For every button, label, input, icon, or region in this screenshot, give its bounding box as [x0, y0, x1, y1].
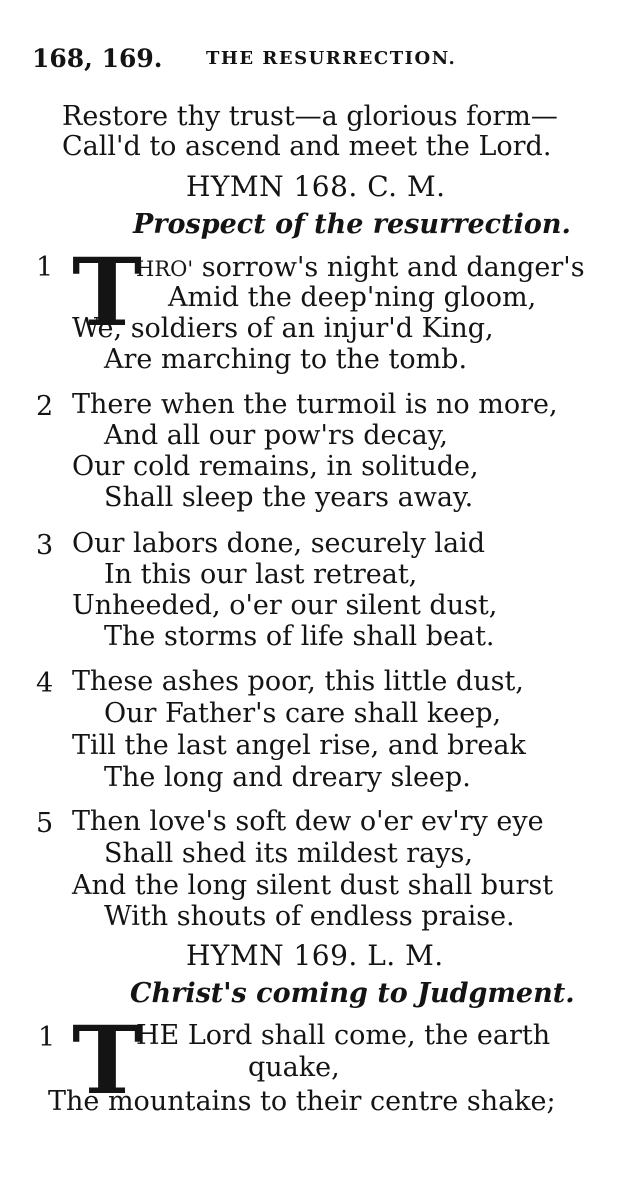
verse-line: Till the last angel rise, and break	[72, 730, 526, 761]
verse-line	[136, 254, 585, 281]
verse-line: Then love's soft dew o'er ev'ry eye	[72, 806, 544, 837]
verse-line: We, soldiers of an injur'd King,	[72, 313, 494, 344]
verse-number: 4	[36, 668, 54, 699]
verse-line: There when the turmoil is no more,	[72, 389, 558, 420]
opening-line: Restore thy trust—a glorious form—	[62, 101, 558, 132]
verse-line: These ashes poor, this little dust,	[72, 666, 524, 697]
verse-lead-caps: HRO'	[136, 257, 194, 281]
verse-number: 1	[36, 252, 54, 283]
hymn-168-title: HYMN 168. C. M.	[186, 170, 446, 203]
verse-line: And the long silent dust shall burst	[72, 870, 554, 901]
verse-line-text: Lord shall come, the earth	[187, 1020, 551, 1051]
verse-line: Shall sleep the years away.	[104, 482, 474, 513]
verse-line: And all our pow'rs decay,	[104, 420, 448, 451]
verse-number: 2	[36, 391, 54, 422]
opening-line: Call'd to ascend and meet the Lord.	[62, 131, 552, 162]
verse-line: Our cold remains, in solitude,	[72, 451, 479, 482]
drop-cap: T	[72, 238, 142, 348]
verse-lead-caps: HE	[136, 1020, 180, 1051]
verse-line: The mountains to their centre shake;	[48, 1086, 556, 1117]
verse-line: The storms of life shall beat.	[104, 621, 495, 652]
hymn-169-subtitle: Christ's coming to Judgment.	[130, 978, 575, 1009]
running-title: THE RESURRECTION.	[206, 48, 457, 69]
verse-line: With shouts of endless praise.	[104, 901, 515, 932]
verse-line-text: sorrow's night and danger's	[201, 252, 585, 283]
verse-number: 5	[36, 808, 54, 839]
page-numbers: 168, 169.	[32, 44, 163, 73]
verse-line	[136, 1022, 550, 1049]
verse-line: Our labors done, securely laid	[72, 528, 486, 559]
verse-number: 3	[36, 530, 54, 561]
verse-line: In this our last retreat,	[104, 559, 418, 590]
drop-cap: T	[72, 1006, 142, 1116]
verse-line: Our Father's care shall keep,	[104, 698, 502, 729]
verse-line: Shall shed its mildest rays,	[104, 838, 473, 869]
verse-line: The long and dreary sleep.	[104, 762, 471, 793]
verse-number: 1	[38, 1022, 56, 1053]
verse-line: Unheeded, o'er our silent dust,	[72, 590, 498, 621]
hymn-168-subtitle: Prospect of the resurrection.	[133, 209, 571, 240]
verse-line: Amid the deep'ning gloom,	[168, 282, 537, 313]
verse-line: quake,	[248, 1052, 340, 1083]
hymn-169-title: HYMN 169. L. M.	[186, 939, 444, 972]
verse-line: Are marching to the tomb.	[104, 344, 468, 375]
